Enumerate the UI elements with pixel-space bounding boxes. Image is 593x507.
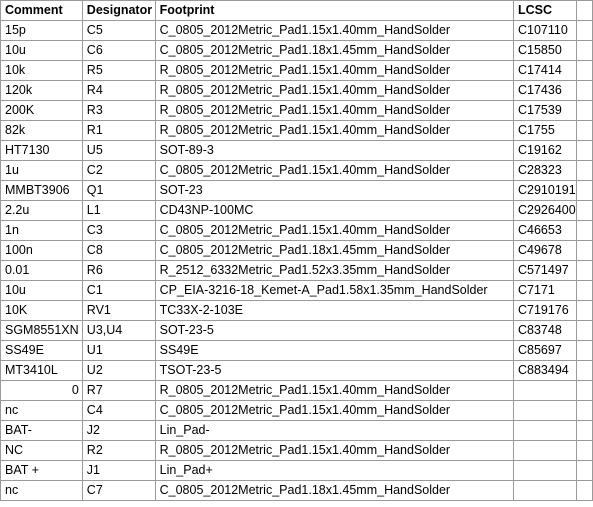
table-row: [1, 201, 593, 221]
table-row: [1, 341, 593, 361]
comment-cell[interactable]: 1u: [1, 161, 83, 181]
lcsc-cell[interactable]: C49678: [514, 241, 577, 261]
header-row: [1, 1, 593, 21]
comment-cell[interactable]: NC: [1, 441, 83, 461]
footprint-cell[interactable]: SOT-89-3: [155, 141, 513, 161]
comment-cell[interactable]: 0: [1, 381, 83, 401]
blank-cell[interactable]: [576, 441, 592, 461]
footprint-cell[interactable]: CP_EIA-3216-18_Kemet-A_Pad1.58x1.35mm_HandSolder: [155, 281, 513, 301]
designator-cell[interactable]: C1: [82, 281, 155, 301]
table-row: [1, 61, 593, 81]
blank-cell[interactable]: [576, 61, 592, 81]
comment-cell[interactable]: HT7130: [1, 141, 83, 161]
table-row: [1, 141, 593, 161]
table-row: [1, 181, 593, 201]
footprint-cell[interactable]: R_0805_2012Metric_Pad1.15x1.40mm_HandSolder: [155, 381, 513, 401]
blank-cell[interactable]: [576, 141, 592, 161]
designator-cell[interactable]: R2: [82, 441, 155, 461]
lcsc-cell[interactable]: [514, 461, 577, 481]
footprint-cell[interactable]: CD43NP-100MC: [155, 201, 513, 221]
blank-cell[interactable]: [576, 381, 592, 401]
table-row: [1, 221, 593, 241]
blank-cell[interactable]: [576, 341, 592, 361]
designator-cell[interactable]: U3,U4: [82, 321, 155, 341]
footprint-cell[interactable]: Lin_Pad+: [155, 461, 513, 481]
table-row: [1, 101, 593, 121]
blank-cell[interactable]: [576, 321, 592, 341]
footprint-cell[interactable]: C_0805_2012Metric_Pad1.18x1.45mm_HandSolder: [155, 41, 513, 61]
lcsc-cell[interactable]: [514, 421, 577, 441]
designator-cell[interactable]: RV1: [82, 301, 155, 321]
header-comment[interactable]: Comment: [1, 1, 83, 21]
lcsc-cell[interactable]: C17436: [514, 81, 577, 101]
comment-cell[interactable]: nc: [1, 401, 83, 421]
designator-cell[interactable]: C4: [82, 401, 155, 421]
table-row: [1, 401, 593, 421]
blank-cell[interactable]: [576, 161, 592, 181]
designator-cell[interactable]: U5: [82, 141, 155, 161]
table-row: [1, 121, 593, 141]
blank-cell[interactable]: [576, 41, 592, 61]
footprint-cell[interactable]: R_0805_2012Metric_Pad1.15x1.40mm_HandSolder: [155, 61, 513, 81]
comment-cell[interactable]: 15p: [1, 21, 83, 41]
designator-cell[interactable]: U2: [82, 361, 155, 381]
designator-cell[interactable]: J2: [82, 421, 155, 441]
blank-cell[interactable]: [576, 101, 592, 121]
designator-cell[interactable]: R3: [82, 101, 155, 121]
lcsc-cell[interactable]: C7171: [514, 281, 577, 301]
comment-cell[interactable]: SS49E: [1, 341, 83, 361]
designator-cell[interactable]: C5: [82, 21, 155, 41]
table-row: [1, 21, 593, 41]
header-lcsc[interactable]: LCSC: [514, 1, 577, 21]
comment-cell[interactable]: 10K: [1, 301, 83, 321]
comment-cell[interactable]: 2.2u: [1, 201, 83, 221]
footprint-cell[interactable]: SOT-23-5: [155, 321, 513, 341]
table-row: [1, 41, 593, 61]
blank-cell[interactable]: [576, 241, 592, 261]
comment-cell[interactable]: 100n: [1, 241, 83, 261]
blank-cell[interactable]: [576, 81, 592, 101]
table-row: [1, 481, 593, 501]
comment-cell[interactable]: BAT +: [1, 461, 83, 481]
lcsc-cell[interactable]: C17414: [514, 61, 577, 81]
table-row: [1, 361, 593, 381]
table-row: [1, 381, 593, 401]
comment-cell[interactable]: 200K: [1, 101, 83, 121]
designator-cell[interactable]: C2: [82, 161, 155, 181]
footprint-cell[interactable]: R_0805_2012Metric_Pad1.15x1.40mm_HandSolder: [155, 441, 513, 461]
designator-cell[interactable]: R4: [82, 81, 155, 101]
designator-cell[interactable]: R6: [82, 261, 155, 281]
lcsc-cell[interactable]: [514, 481, 577, 501]
blank-cell[interactable]: [576, 201, 592, 221]
lcsc-cell[interactable]: C46653: [514, 221, 577, 241]
footprint-cell[interactable]: C_0805_2012Metric_Pad1.15x1.40mm_HandSolder: [155, 221, 513, 241]
table-row: [1, 301, 593, 321]
lcsc-cell[interactable]: C19162: [514, 141, 577, 161]
lcsc-cell[interactable]: C2910191: [514, 181, 577, 201]
footprint-cell[interactable]: C_0805_2012Metric_Pad1.15x1.40mm_HandSolder: [155, 161, 513, 181]
table-row: [1, 81, 593, 101]
lcsc-cell[interactable]: C719176: [514, 301, 577, 321]
footprint-cell[interactable]: R_0805_2012Metric_Pad1.15x1.40mm_HandSolder: [155, 81, 513, 101]
header-designator[interactable]: Designator: [82, 1, 155, 21]
designator-cell[interactable]: C3: [82, 221, 155, 241]
comment-cell[interactable]: MMBT3906: [1, 181, 83, 201]
lcsc-cell[interactable]: [514, 441, 577, 461]
designator-cell[interactable]: L1: [82, 201, 155, 221]
designator-cell[interactable]: C7: [82, 481, 155, 501]
comment-cell[interactable]: 10u: [1, 281, 83, 301]
footprint-cell[interactable]: SOT-23: [155, 181, 513, 201]
comment-cell[interactable]: 120k: [1, 81, 83, 101]
comment-cell[interactable]: SGM8551XN: [1, 321, 83, 341]
designator-cell[interactable]: Q1: [82, 181, 155, 201]
footprint-cell[interactable]: C_0805_2012Metric_Pad1.15x1.40mm_HandSolder: [155, 401, 513, 421]
comment-cell[interactable]: 82k: [1, 121, 83, 141]
footprint-cell[interactable]: R_2512_6332Metric_Pad1.52x3.35mm_HandSolder: [155, 261, 513, 281]
comment-cell[interactable]: nc: [1, 481, 83, 501]
blank-cell[interactable]: [576, 181, 592, 201]
comment-cell[interactable]: 10u: [1, 41, 83, 61]
table-row: [1, 321, 593, 341]
lcsc-cell[interactable]: C17539: [514, 101, 577, 121]
comment-cell[interactable]: 0.01: [1, 261, 83, 281]
lcsc-cell[interactable]: C28323: [514, 161, 577, 181]
table-row: [1, 161, 593, 181]
header-footprint[interactable]: Footprint: [155, 1, 513, 21]
blank-cell[interactable]: [576, 301, 592, 321]
designator-cell[interactable]: J1: [82, 461, 155, 481]
designator-cell[interactable]: C8: [82, 241, 155, 261]
designator-cell[interactable]: R7: [82, 381, 155, 401]
footprint-cell[interactable]: TC33X-2-103E: [155, 301, 513, 321]
blank-cell[interactable]: [576, 281, 592, 301]
lcsc-cell[interactable]: C571497: [514, 261, 577, 281]
footprint-cell[interactable]: C_0805_2012Metric_Pad1.18x1.45mm_HandSolder: [155, 481, 513, 501]
lcsc-cell[interactable]: C883494: [514, 361, 577, 381]
blank-cell[interactable]: [576, 481, 592, 501]
comment-cell[interactable]: 1n: [1, 221, 83, 241]
footprint-cell[interactable]: C_0805_2012Metric_Pad1.18x1.45mm_HandSolder: [155, 241, 513, 261]
lcsc-cell[interactable]: C85697: [514, 341, 577, 361]
table-row: [1, 241, 593, 261]
blank-cell[interactable]: [576, 121, 592, 141]
table-row: [1, 421, 593, 441]
blank-cell[interactable]: [576, 1, 592, 21]
lcsc-cell[interactable]: C83748: [514, 321, 577, 341]
lcsc-cell[interactable]: C15850: [514, 41, 577, 61]
blank-cell[interactable]: [576, 221, 592, 241]
comment-cell[interactable]: BAT-: [1, 421, 83, 441]
footprint-cell[interactable]: SS49E: [155, 341, 513, 361]
lcsc-cell[interactable]: [514, 401, 577, 421]
footprint-cell[interactable]: R_0805_2012Metric_Pad1.15x1.40mm_HandSolder: [155, 101, 513, 121]
comment-cell[interactable]: MT3410L: [1, 361, 83, 381]
footprint-cell[interactable]: C_0805_2012Metric_Pad1.15x1.40mm_HandSolder: [155, 21, 513, 41]
footprint-cell[interactable]: R_0805_2012Metric_Pad1.15x1.40mm_HandSolder: [155, 121, 513, 141]
blank-cell[interactable]: [576, 461, 592, 481]
table-row: [1, 281, 593, 301]
designator-cell[interactable]: R5: [82, 61, 155, 81]
blank-cell[interactable]: [576, 261, 592, 281]
footprint-cell[interactable]: TSOT-23-5: [155, 361, 513, 381]
comment-cell[interactable]: 10k: [1, 61, 83, 81]
lcsc-cell[interactable]: [514, 381, 577, 401]
blank-cell[interactable]: [576, 401, 592, 421]
blank-cell[interactable]: [576, 361, 592, 381]
designator-cell[interactable]: R1: [82, 121, 155, 141]
designator-cell[interactable]: U1: [82, 341, 155, 361]
designator-cell[interactable]: C6: [82, 41, 155, 61]
blank-cell[interactable]: [576, 421, 592, 441]
blank-cell[interactable]: [576, 21, 592, 41]
table-row: [1, 461, 593, 481]
lcsc-cell[interactable]: C2926400: [514, 201, 577, 221]
table-row: [1, 261, 593, 281]
lcsc-cell[interactable]: C1755: [514, 121, 577, 141]
table-row: [1, 441, 593, 461]
lcsc-cell[interactable]: C107110: [514, 21, 577, 41]
footprint-cell[interactable]: Lin_Pad-: [155, 421, 513, 441]
